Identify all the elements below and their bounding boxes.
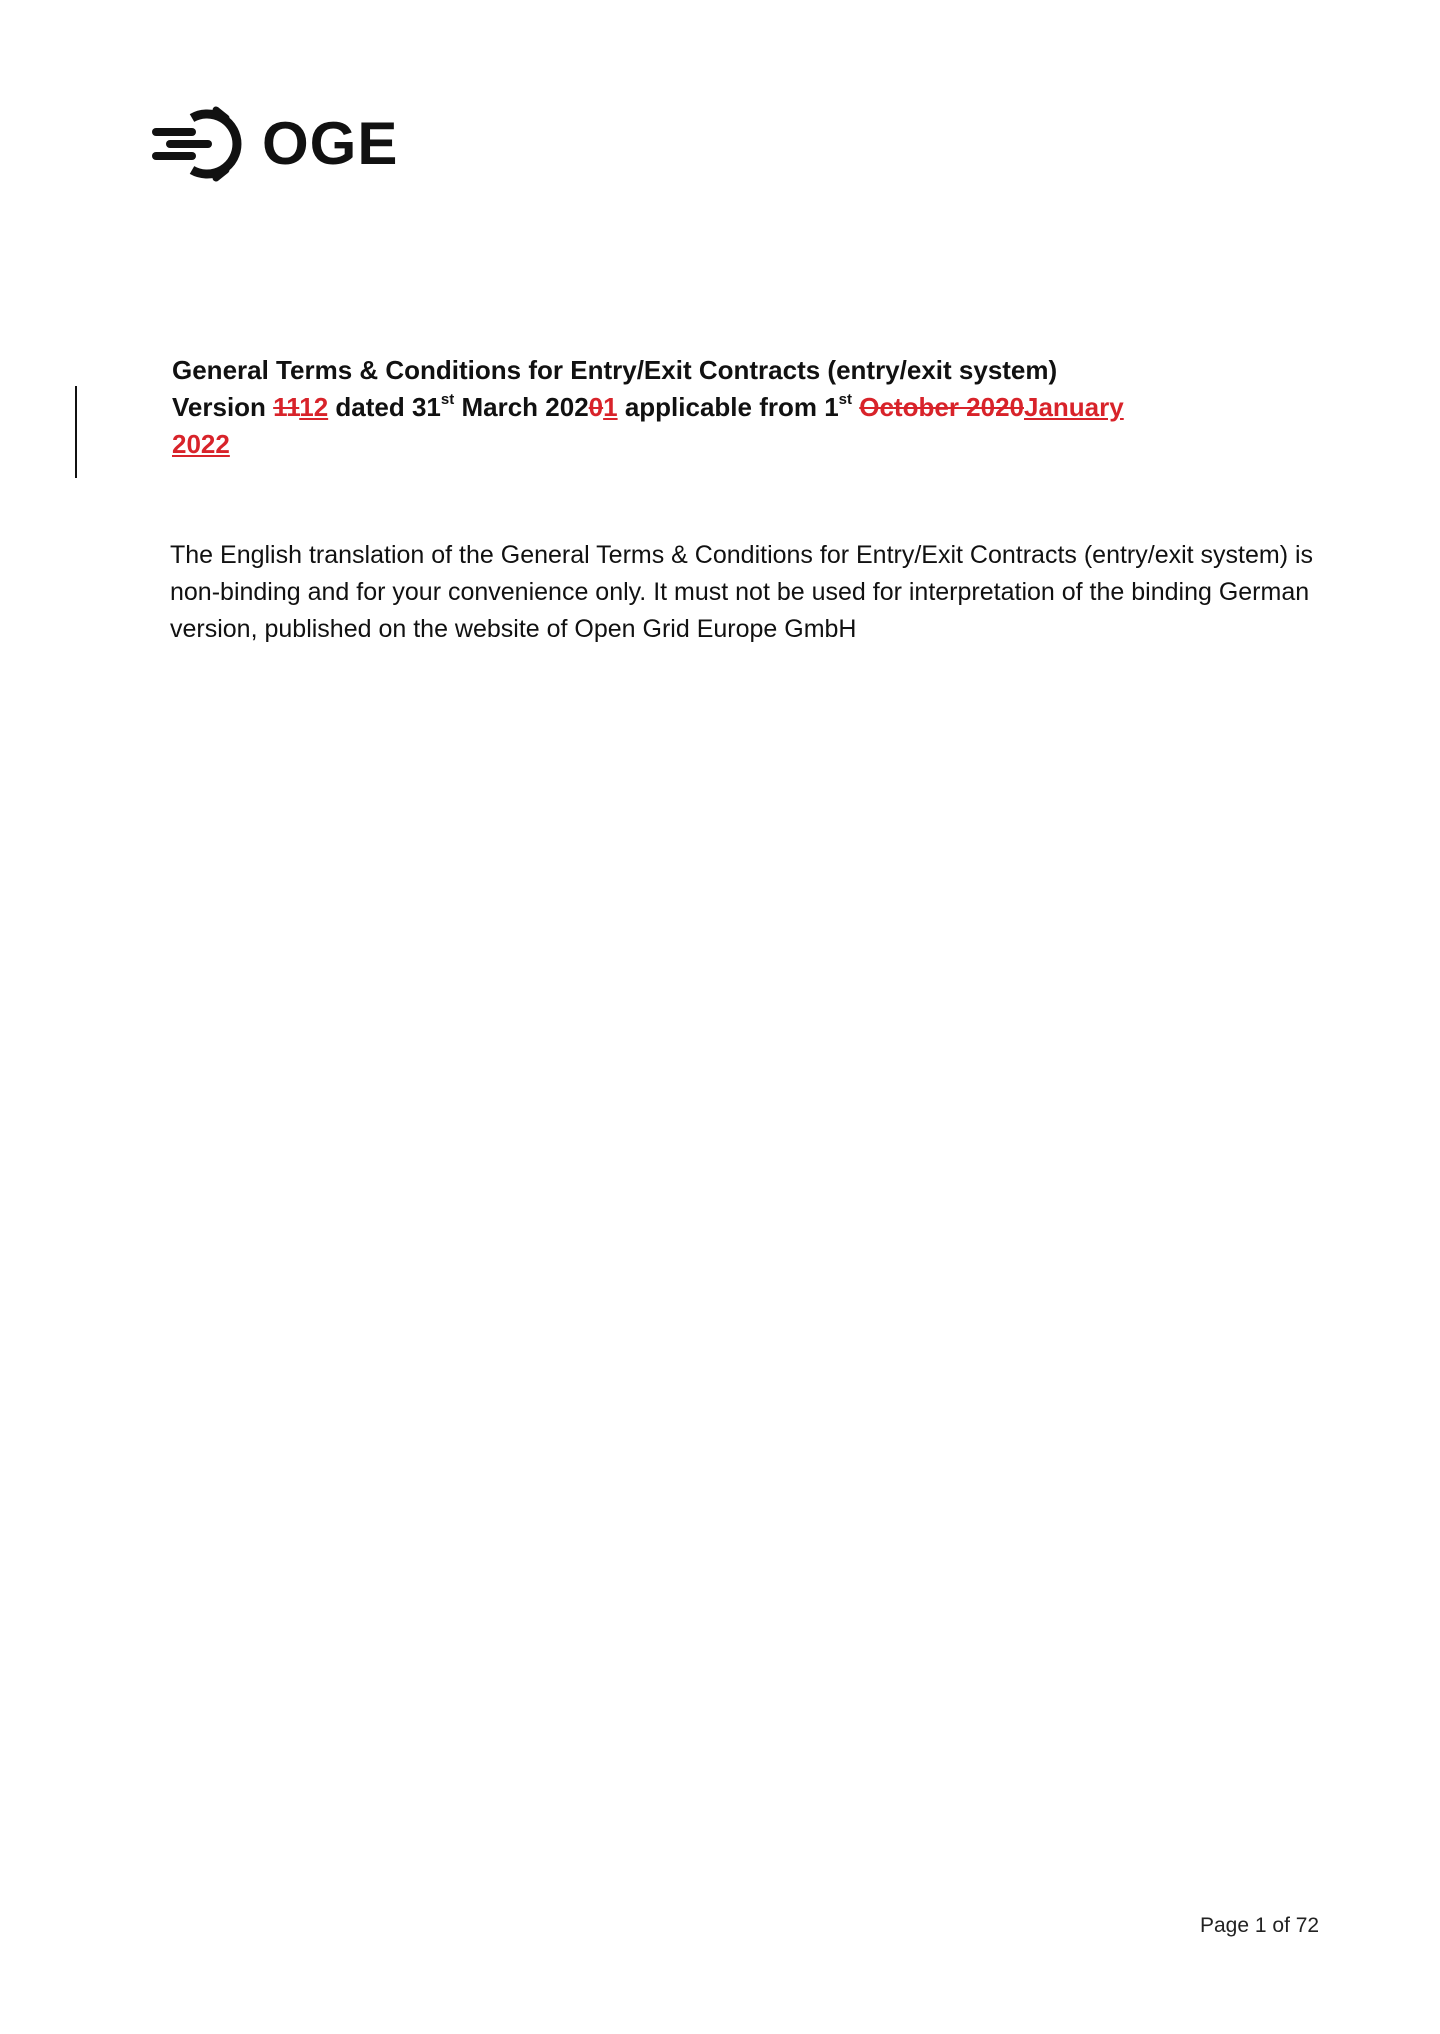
page-number: Page 1 of 72 [1200,1914,1320,1937]
dated-ordinal: st [440,391,455,409]
oge-logo-icon [152,104,244,184]
deleted-applicable-date: October 2020 [859,392,1024,422]
applicable-label: applicable from 1 [624,392,839,422]
disclaimer-paragraph: The English translation of the General Terms & Conditions for Entry/Exit Contracts (entry/exit system) is non-binding and for your convenience only. It must not be used for interpretation of the binding German version, published on the website of Open Grid Europe GmbH [170,541,1314,643]
logo-text: OGE [262,110,399,177]
inserted-applicable-year: 2022 [172,429,230,459]
applicable-ordinal: st [838,391,853,409]
deleted-version-number: 11 [273,392,300,422]
dated-month-year: March 202 [461,392,589,422]
inserted-version-number: 12 [299,392,329,422]
version-label: Version [172,392,266,422]
version-line [172,389,1202,426]
revision-change-bar [75,386,77,478]
document-heading [172,352,1202,463]
inserted-applicable-month: January [1024,392,1124,422]
document-title: General Terms & Conditions for Entry/Exit Contracts (entry/exit system) [172,355,1058,385]
version-line-continued [172,426,1202,463]
dated-label: dated 31 [335,392,441,422]
inserted-year-digit: 1 [603,392,618,422]
deleted-year-digit: 0 [588,392,604,422]
company-logo [152,104,398,184]
